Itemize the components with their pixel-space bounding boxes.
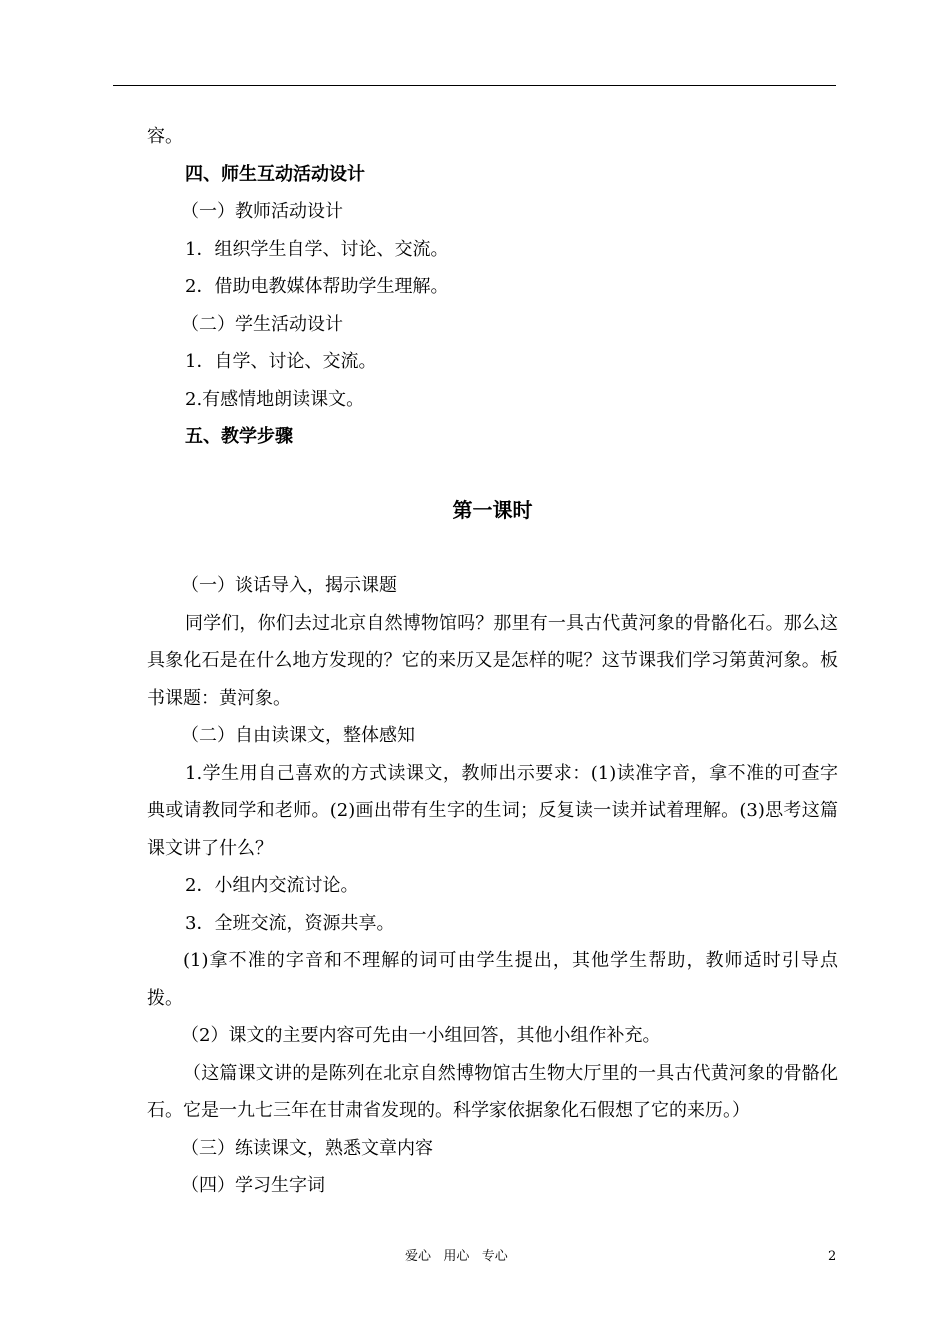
step-2-paragraph-1: 1.学生用自己喜欢的方式读课文，教师出示要求：(1)读准字音，拿不准的可查字典或请教同学和老师。(2)画出带有生字的生词；反复读一读并试着理解。(3)思考这篇课文讲了什么？ [147, 762, 838, 859]
teacher-item-1: 1．组织学生自学、讨论、交流。 [185, 238, 449, 260]
step-2-note: （这篇课文讲的是陈列在北京自然博物馆古生物大厅里的一具古代黄河象的骨骼化石。它是一九七三年在甘肃省发现的。科学家依据象化石假想了它的来历。） [147, 1062, 838, 1121]
step-2-title: （二）自由读课文，整体感知 [181, 725, 415, 746]
header-rule [113, 85, 836, 86]
step-2-sub-2: （2）课文的主要内容可先由一小组回答，其他小组作补充。 [181, 1025, 661, 1046]
teacher-item-2: 2．借助电教媒体帮助学生理解。 [185, 276, 449, 297]
student-item-2: 2.有感情地朗读课文。 [185, 388, 365, 410]
step-2-sub-1: (1)拿不准的字音和不理解的词可由学生提出，其他学生帮助，教师适时引导点拨。 [147, 950, 838, 1009]
heading-interaction-design: 四、师生互动活动设计 [185, 163, 365, 185]
heading-teaching-steps: 五、教学步骤 [185, 426, 293, 447]
page-number: 2 [828, 1249, 837, 1264]
continuation-text: 容。 [147, 126, 183, 147]
step-4-title: （四）学习生字词 [181, 1175, 325, 1196]
document-body [147, 118, 838, 1205]
step-1-paragraph: 同学们，你们去过北京自然博物馆吗？那里有一具古代黄河象的骨骼化石。那么这具象化石是在什么地方发现的？它的来历又是怎样的呢？这节课我们学习第黄河象。板书课题：黄河象。 [147, 612, 838, 709]
subheading-teacher-activities: （一）教师活动设计 [181, 201, 343, 222]
step-1-title: （一）谈话导入，揭示课题 [181, 575, 397, 596]
lesson-title: 第一课时 [452, 497, 533, 522]
student-item-1: 1．自学、讨论、交流。 [185, 351, 377, 372]
step-2-item-3: 3．全班交流，资源共享。 [185, 912, 395, 934]
footer-slogan: 爱心 用心 专心 [405, 1249, 508, 1264]
step-3-title: （三）练读课文，熟悉文章内容 [181, 1137, 433, 1159]
subheading-student-activities: （二）学生活动设计 [181, 313, 343, 335]
step-2-item-2: 2．小组内交流讨论。 [185, 875, 359, 896]
